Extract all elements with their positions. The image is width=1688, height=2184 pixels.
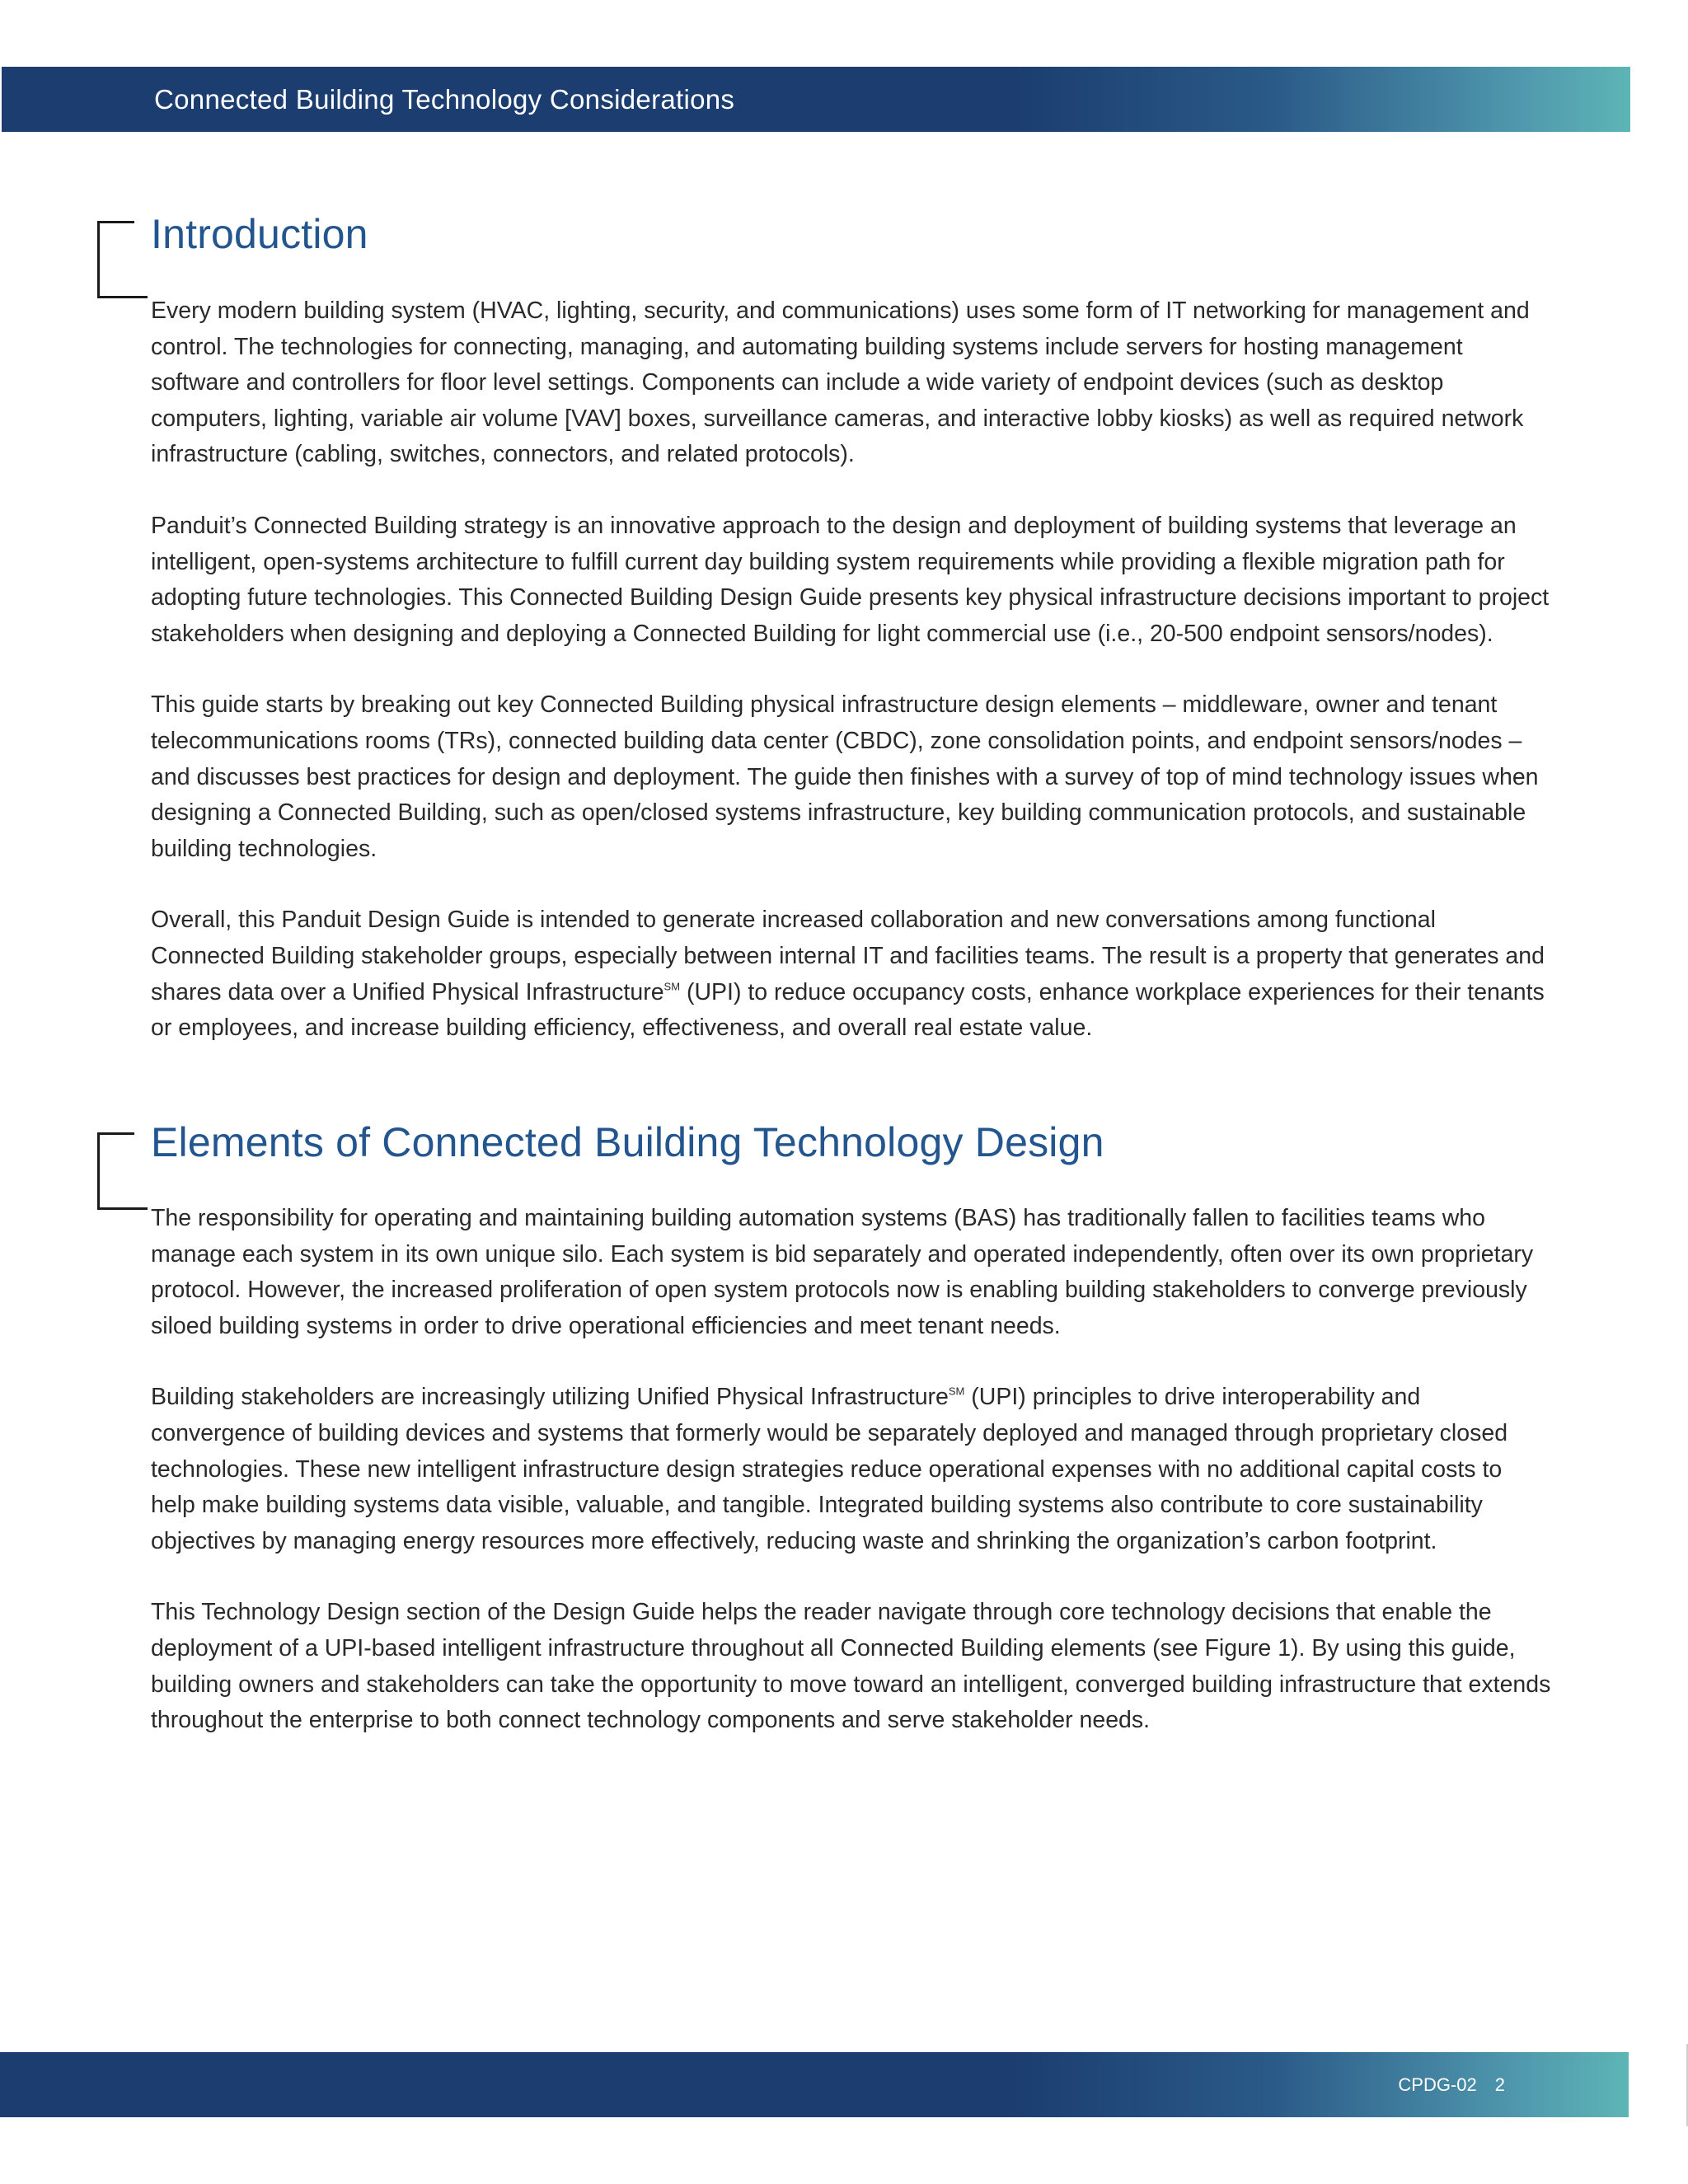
paragraph: [151, 1380, 1552, 1559]
paragraph-text: (UPI) principles to drive interoperability and convergence of building devices and systems that formerly would be separately deployed and managed through proprietary closed technologies. These new intelligent infrastructure design strategies reduce operational expenses with no additional capital costs to help make building systems data visible, valuable, and tangible. Integrated building systems also contribute to core sustainability objectives by managing energy resources more effectively, reducing waste and shrinking the organization’s carbon footprint.: [151, 1384, 1508, 1554]
paragraph: The responsibility for operating and maintaining building automation systems (BAS) has traditionally fallen to facilities teams who manage each system in its own unique silo. Each system is bid separately and operated independently, often over its own proprietary protocol. However, the increased proliferation of open system protocols now is enabling building stakeholders to converge previously siloed building systems in order to drive operational efficiencies and meet tenant needs.: [151, 1205, 1534, 1339]
paragraph-text: (UPI) to reduce occupancy costs, enhance workplace experiences for their tenants or employees, and increase building efficiency, effectiveness, and overall real estate value.: [151, 978, 1545, 1042]
section-bracket-icon: [97, 1132, 132, 1210]
footer-banner: [0, 2052, 1629, 2117]
doc-code: CPDG-02: [1398, 2074, 1477, 2095]
header-banner: [2, 67, 1630, 132]
paragraph: This Technology Design section of the Design Guide helps the reader navigate through core technology decisions that enable the deployment of a UPI-based intelligent infrastructure throughout all Connected Building elements (see Figure 1). By using this guide, building owners and stakeholders can take the opportunity to move toward an intelligent, converged building infrastructure that extends throughout the enterprise to both connect technology components and serve stakeholder needs.: [151, 1599, 1551, 1734]
section-heading-elements: Elements of Connected Building Technology Design: [151, 1119, 1104, 1165]
paragraph: Every modern building system (HVAC, lighting, security, and communications) uses some form of IT networking for management and control. The technologies for connecting, managing, and automating building systems include servers for hosting management software and controllers for floor level settings. Components can include a wide variety of endpoint devices (such as desktop computers, lighting, variable air volume [VAV] boxes, surveillance cameras, and interactive lobby kiosks) as well as required network infrastructure (cabling, switches, connectors, and related protocols).: [151, 298, 1530, 468]
paragraph-text: Building stakeholders are increasingly utilizing Unified Physical Infrastructure: [151, 1384, 949, 1411]
section-heading-introduction: Introduction: [151, 211, 368, 257]
elements-body: [151, 1201, 1552, 1774]
service-mark: SM: [948, 1385, 965, 1398]
paragraph: This guide starts by breaking out key Connected Building physical infrastructure design elements – middleware, owner and tenant telecommunications rooms (TRs), connected building data center (CBDC), zone consolidation points, and endpoint sensors/nodes – and discusses best practices for design and deployment. The guide then finishes with a survey of top of mind technology issues when designing a Connected Building, such as open/closed systems infrastructure, key building communication protocols, and sustainable building technologies.: [151, 691, 1539, 862]
paragraph: Panduit’s Connected Building strategy is an innovative approach to the design and deployment of building systems that leverage an intelligent, open-systems architecture to fulfill current day building system requirements while providing a flexible migration path for adopting future technologies. This Connected Building Design Guide presents key physical infrastructure decisions important to project stakeholders when designing and deploying a Connected Building for light commercial use (i.e., 20-500 endpoint sensors/nodes).: [151, 512, 1550, 647]
footer-label: [1398, 2052, 1505, 2117]
header-title: Connected Building Technology Considerations: [154, 84, 735, 115]
section-bracket-icon: [97, 221, 132, 298]
paragraph-text: Overall, this Panduit Design Guide is intended to generate increased collaboration and new conversations among functional Connected Building stakeholder groups, especially between internal IT and facilities teams. The result is a property that generates and shares data over a Unified Physical Infrastructure: [151, 907, 1545, 1005]
paragraph: [151, 902, 1552, 1046]
introduction-body: [151, 293, 1552, 1082]
service-mark: SM: [663, 979, 681, 992]
page-number: 2: [1494, 2074, 1505, 2095]
